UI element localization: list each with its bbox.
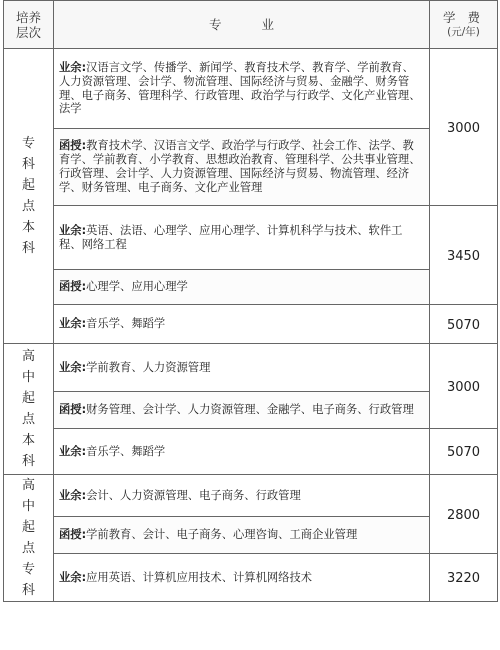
fee-cell: 3220	[430, 554, 498, 602]
major-list: 音乐学、舞蹈学	[86, 317, 166, 331]
major-list: 心理学、应用心理学	[86, 280, 188, 294]
major-cell	[54, 517, 430, 554]
level-char: 中	[21, 370, 35, 385]
level-char: 点	[21, 541, 35, 556]
level-char: 起	[21, 520, 35, 535]
fee-cell: 3000	[430, 344, 498, 429]
major-cell	[54, 129, 430, 206]
fee-cell: 2800	[430, 475, 498, 554]
header-level	[4, 1, 54, 49]
level-vertical-text	[4, 475, 53, 601]
level-cell	[4, 49, 54, 344]
study-mode-label: 函授:	[59, 280, 87, 294]
level-char: 科	[21, 583, 35, 598]
study-mode-label: 函授:	[59, 528, 87, 542]
fee-cell: 5070	[430, 429, 498, 475]
level-char: 起	[21, 391, 35, 406]
level-char: 专	[21, 136, 35, 151]
study-mode-label: 业余:	[59, 444, 87, 458]
study-mode-label: 业余:	[59, 360, 87, 374]
major-list: 学前教育、人力资源管理	[86, 360, 211, 374]
major-list: 会计、人力资源管理、电子商务、行政管理	[86, 488, 301, 502]
cropped-footnote	[28, 644, 258, 650]
major-cell	[54, 270, 430, 305]
fee-cell: 5070	[430, 305, 498, 344]
level-char: 点	[21, 412, 35, 427]
study-mode-label: 业余:	[59, 223, 87, 237]
major-list: 汉语言文学、传播学、新闻学、教育技术学、教育学、学前教育、人力资源管理、会计学、物流管理、国际经济与贸易、金融学、财务管理、电子商务、管理科学、行政管理、政治学与行政学、文化产业管理、法学	[59, 60, 421, 116]
major-cell	[54, 344, 430, 392]
study-mode-label: 业余:	[59, 570, 87, 584]
level-vertical-text	[4, 346, 53, 472]
fee-cell: 3000	[430, 49, 498, 206]
tuition-table	[3, 0, 498, 602]
major-cell	[54, 475, 430, 517]
study-mode-label: 业余:	[59, 488, 87, 502]
major-cell	[54, 392, 430, 429]
major-cell	[54, 554, 430, 602]
major-cell	[54, 206, 430, 270]
major-cell	[54, 49, 430, 129]
level-cell	[4, 344, 54, 475]
level-cell	[4, 475, 54, 602]
major-list: 教育技术学、汉语言文学、政治学与行政学、社会工作、法学、教育学、学前教育、小学教育、思想政治教育、管理科学、公共事业管理、行政管理、会计学、人力资源管理、国际经济与贸易、物流管理、经济学、财务管理、电子商务、文化产业管理	[59, 139, 421, 194]
level-char: 科	[21, 157, 35, 172]
study-mode-label: 业余:	[59, 60, 87, 74]
header-fee	[430, 1, 498, 49]
study-mode-label: 函授:	[59, 403, 87, 417]
major-list: 财务管理、会计学、人力资源管理、金融学、电子商务、行政管理	[86, 403, 414, 417]
level-char: 科	[21, 241, 35, 256]
level-char: 专	[21, 562, 35, 577]
major-cell	[54, 305, 430, 344]
header-level-text: 培养层次	[15, 9, 41, 40]
level-vertical-text	[4, 133, 53, 259]
major-list: 学前教育、会计、电子商务、心理咨询、工商企业管理	[86, 528, 358, 542]
level-char: 本	[21, 433, 35, 448]
fee-cell: 3450	[430, 206, 498, 305]
major-list: 音乐学、舞蹈学	[86, 444, 166, 458]
level-char: 科	[21, 454, 35, 469]
level-char: 起	[21, 178, 35, 193]
study-mode-label: 业余:	[59, 317, 87, 331]
header-fee-unit: (元/年)	[447, 25, 480, 38]
level-char: 中	[21, 499, 35, 514]
level-char: 高	[21, 478, 35, 493]
study-mode-label: 函授:	[59, 139, 87, 153]
level-char: 本	[21, 220, 35, 235]
level-char: 高	[21, 349, 35, 364]
header-fee-title: 学 费	[443, 9, 484, 25]
level-char: 点	[21, 199, 35, 214]
major-list: 应用英语、计算机应用技术、计算机网络技术	[86, 570, 313, 584]
header-major: 专 业	[54, 1, 430, 49]
major-list: 英语、法语、心理学、应用心理学、计算机科学与技术、软件工程、网络工程	[59, 223, 403, 251]
major-cell	[54, 429, 430, 475]
